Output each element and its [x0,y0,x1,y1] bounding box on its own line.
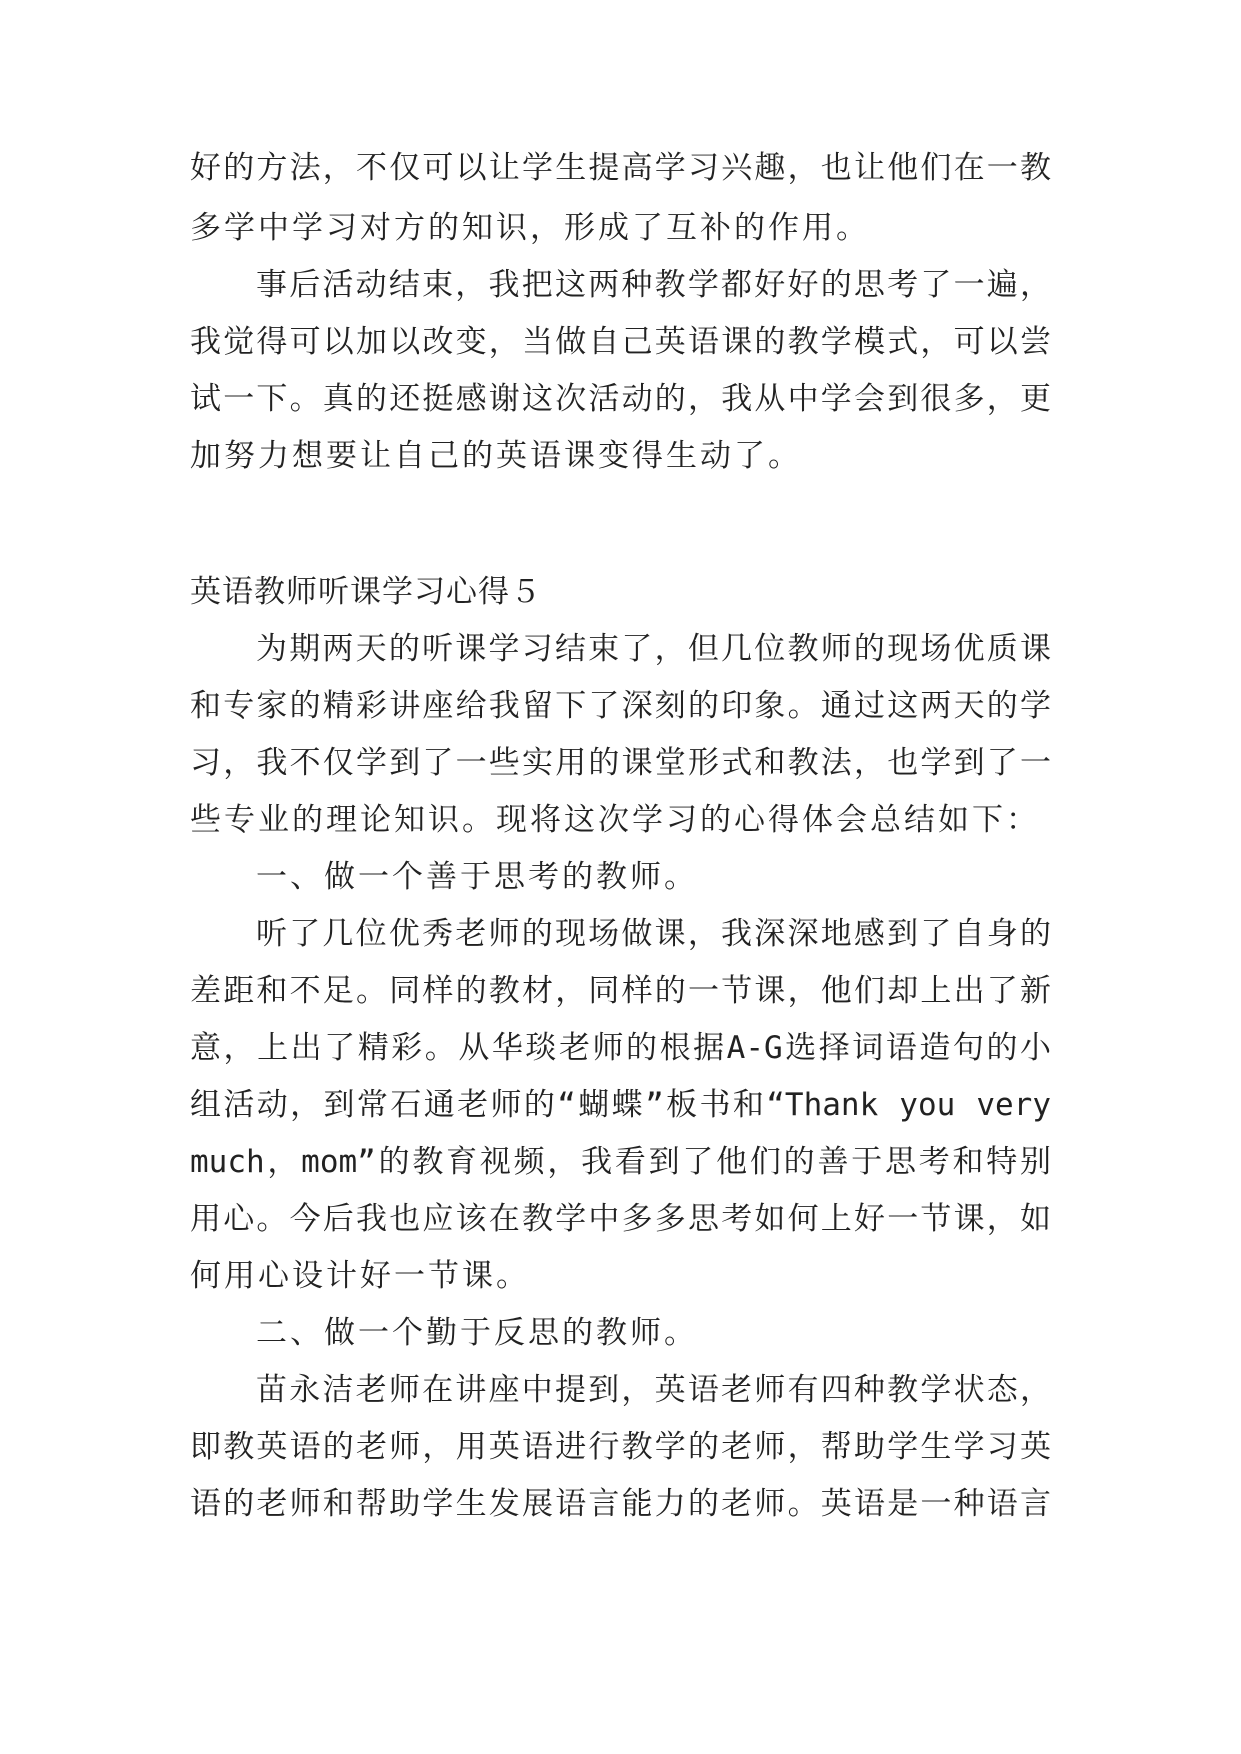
paragraph-line: 好的方法，不仅可以让学生提高学习兴趣，也让他们在一教 [190,150,1051,186]
paragraph-line: 差距和不足。同样的教材，同样的一节课，他们却上出了新 [190,973,1051,1009]
paragraph-line: 用心。今后我也应该在教学中多多思考如何上好一节课，如 [190,1201,1051,1237]
paragraph-line: 试一下。真的还挺感谢这次活动的，我从中学会到很多，更 [190,381,1051,417]
paragraph-line: 语的老师和帮助学生发展语言能力的老师。英语是一种语言 [190,1486,1051,1522]
paragraph-line: 组活动，到常石通老师的“蝴蝶”板书和“Thank you very [190,1087,1051,1123]
paragraph-line: 意，上出了精彩。从华琰老师的根据A-G选择词语造句的小 [190,1030,1051,1066]
paragraph-line: 习，我不仅学到了一些实用的课堂形式和教法，也学到了一 [190,745,1051,781]
paragraph-line: 即教英语的老师，用英语进行教学的老师，帮助学生学习英 [190,1429,1051,1465]
paragraph-line: 听了几位优秀老师的现场做课，我深深地感到了自身的 [256,916,1051,952]
paragraph-line: 为期两天的听课学习结束了，但几位教师的现场优质课 [256,631,1051,667]
paragraph-line: 我觉得可以加以改变，当做自己英语课的教学模式，可以尝 [190,324,1051,360]
paragraph-line: much，mom”的教育视频，我看到了他们的善于思考和特别 [190,1144,1051,1180]
paragraph-line: 多学中学习对方的知识，形成了互补的作用。 [190,210,870,246]
section-heading: 英语教师听课学习心得５ [190,574,542,610]
paragraph-line: 苗永洁老师在讲座中提到，英语老师有四种教学状态， [256,1372,1051,1408]
subheading-1: 一、做一个善于思考的教师。 [256,859,698,895]
paragraph-line: 事后活动结束，我把这两种教学都好好的思考了一遍， [256,267,1051,303]
subheading-2: 二、做一个勤于反思的教师。 [256,1315,698,1351]
paragraph-line: 加努力想要让自己的英语课变得生动了。 [190,438,802,474]
paragraph-line: 何用心设计好一节课。 [190,1258,530,1294]
paragraph-line: 些专业的理论知识。现将这次学习的心得体会总结如下： [190,802,1040,838]
paragraph-line: 和专家的精彩讲座给我留下了深刻的印象。通过这两天的学 [190,688,1051,724]
